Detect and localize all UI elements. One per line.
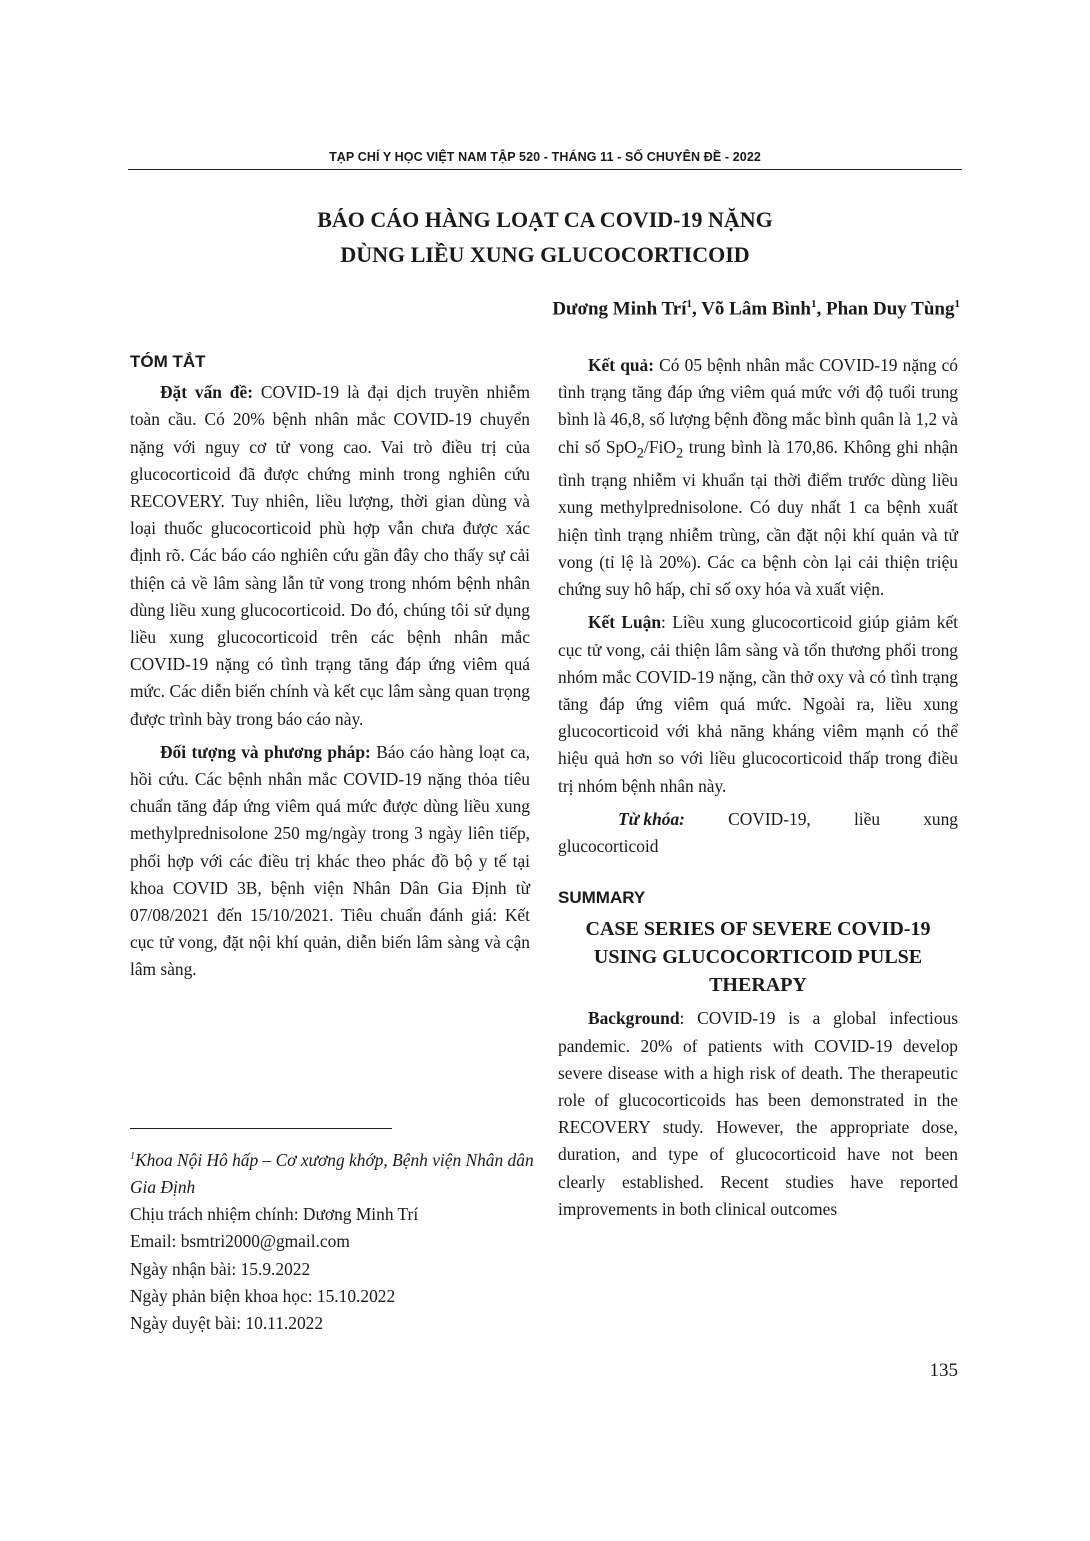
abstract-methods-text: Báo cáo hàng loạt ca, hồi cứu. Các bệnh nhân mắc COVID-19 nặng thỏa tiêu chuẩn tăng đáp ứng viêm quá mức được dùng liều xung methylprednisolone 250 mg/ngày trong 3 ngày liên tiếp, phối hợp với các điều trị khác theo phác đồ bộ y tế tại khoa COVID 3B, bệnh viện Nhân Dân Gia Định từ 07/08/2021 đến 15/10/2021. Tiêu chuẩn đánh giá: Kết cục tử vong, đặt nội khí quản, diễn biến lâm sàng và cận lâm sàng. xyxy=(130,741,530,980)
keyword-1: COVID-19, xyxy=(728,808,811,829)
title-line-2: DÙNG LIỀU XUNG GLUCOCORTICOID xyxy=(340,242,750,267)
summary-background xyxy=(558,1005,958,1223)
abstract-methods-label: Đối tượng và phương pháp: xyxy=(160,741,371,762)
abstract-background-text: COVID-19 là đại dịch truyền nhiễm toàn cầu. Có 20% bệnh nhân mắc COVID-19 chuyển nặng với nguy cơ tử vong cao. Vai trò điều trị của glucocorticoid đã được chứng minh trong nghiên cứu RECOVERY. Tuy nhiên, liều lượng, thời gian dùng và loại thuốc glucocorticoid phù hợp vẫn chưa được xác định rõ. Các báo cáo nghiên cứu gần đây cho thấy sự cải thiện cả về lâm sàng lẫn tử vong trong nhóm bệnh nhân dùng liều xung glucocorticoid. Do đó, chúng tôi sử dụng liều xung glucocorticoid trên các bệnh nhân mắc COVID-19 nặng có tình trạng tăng đáp ứng viêm quá mức. Các diễn biến chính và kết cục lâm sàng quan trọng được trình bày trong báo cáo này. xyxy=(130,382,530,729)
page-number: 135 xyxy=(929,1360,958,1381)
abstract-conclusion xyxy=(558,609,958,799)
english-title-line-3: THERAPY xyxy=(709,974,807,997)
keyword-2b: xung xyxy=(923,808,958,829)
footnote-received: Ngày nhận bài: 15.9.2022 xyxy=(130,1258,311,1279)
keyword-2a: liều xyxy=(853,808,881,829)
footnote-divider xyxy=(130,1128,392,1129)
footnote-affiliation xyxy=(130,1143,540,1201)
abstract-methods xyxy=(130,739,530,984)
footnote-corresponding: Chịu trách nhiệm chính: Dương Minh Trí xyxy=(130,1204,419,1225)
article-title xyxy=(128,202,962,272)
abstract-heading-vi: TÓM TẮT xyxy=(130,352,206,371)
keywords-continuation: glucocorticoid xyxy=(558,835,659,856)
header-divider xyxy=(128,169,962,170)
english-title xyxy=(558,915,958,999)
author-3-affiliation: 1 xyxy=(954,298,960,310)
abstract-results-text-b: /FiO xyxy=(644,436,676,457)
author-separator: , xyxy=(692,298,702,320)
footnote-reviewed: Ngày phản biện khoa học: 15.10.2022 xyxy=(130,1285,396,1306)
footnotes xyxy=(130,1143,540,1337)
subscript: 2 xyxy=(675,445,684,462)
author-1: Dương Minh Trí xyxy=(552,298,687,320)
keywords-label: Từ khóa: xyxy=(618,808,685,829)
journal-header: TẠP CHÍ Y HỌC VIỆT NAM TẬP 520 - THÁNG 11 - SỐ CHUYÊN ĐỀ - 2022 xyxy=(329,150,761,164)
title-line-1: BÁO CÁO HÀNG LOẠT CA COVID-19 NẶNG xyxy=(317,207,773,232)
english-title-line-2: USING GLUCOCORTICOID PULSE xyxy=(593,946,923,969)
footnote-accepted: Ngày duyệt bài: 10.11.2022 xyxy=(130,1313,324,1334)
summary-heading: SUMMARY xyxy=(558,888,646,908)
footnote-marker: 1 xyxy=(130,1151,135,1162)
left-column xyxy=(130,348,530,990)
abstract-conclusion-label: Kết Luận xyxy=(588,612,662,633)
footnote-email: Email: bsmtri2000@gmail.com xyxy=(130,1231,350,1252)
abstract-results xyxy=(558,352,958,603)
summary-background-text: : COVID-19 is a global infectious pandemic. 20% of patients with COVID-19 develop severe disease with a high risk of death. The therapeutic role of glucocorticoids has been demonstrated in the RECOVERY study. However, the appropriate dose, duration, and type of glucocorticoid have not been clearly established. Recent studies have reported improvements in both clinical outcomes xyxy=(558,1008,958,1219)
footnote-affiliation-text: Khoa Nội Hô hấp – Cơ xương khớp, Bệnh viện Nhân dân Gia Định xyxy=(130,1149,534,1197)
summary-background-label: Background xyxy=(588,1008,680,1029)
author-list xyxy=(552,298,960,320)
abstract-background xyxy=(130,379,530,733)
abstract-results-text-c: trung bình là 170,86. Không ghi nhận tình trạng nhiễm vi khuẩn tại thời điểm trước dùng liều xung methylprednisolone. Có duy nhất 1 ca bệnh xuất hiện tình trạng nhiễm trùng, cần đặt nội khí quản và tử vong (tỉ lệ là 20%). Các ca bệnh còn lại cải thiện triệu chứng suy hô hấp, chỉ số oxy hóa và xuất viện. xyxy=(558,436,958,600)
subscript: 2 xyxy=(636,445,645,462)
english-title-line-1: CASE SERIES OF SEVERE COVID-19 xyxy=(585,918,931,941)
keywords-line xyxy=(558,806,958,833)
abstract-conclusion-text: : Liều xung glucocorticoid giúp giảm kết cục tử vong, cải thiện lâm sàng và tổn thương phổi trong nhóm mắc COVID-19 nặng, cần thở oxy và có tình trạng tăng đáp ứng viêm quá mức. Ngoài ra, liều xung glucocorticoid với khả năng kháng viêm mạnh có thể hiệu quả hơn so với liều glucocorticoid thấp trong điều trị nhóm bệnh nhân này. xyxy=(558,612,958,796)
author-2: Võ Lâm Bình xyxy=(701,298,811,320)
abstract-results-text-a: Có 05 bệnh nhân mắc COVID-19 nặng có tình trạng tăng đáp ứng viêm quá mức với độ tuổi trung bình là 46,8, số lượng bệnh đồng mắc bình quân là 1,2 và chỉ số SpO xyxy=(558,355,958,457)
author-3: Phan Duy Tùng xyxy=(826,298,955,320)
author-separator: , xyxy=(816,298,826,320)
author-1-affiliation: 1 xyxy=(686,298,693,310)
abstract-background-label: Đặt vấn đề: xyxy=(160,382,253,403)
author-2-affiliation: 1 xyxy=(811,298,817,310)
right-column xyxy=(558,352,958,1229)
abstract-results-label: Kết quả: xyxy=(588,355,655,375)
